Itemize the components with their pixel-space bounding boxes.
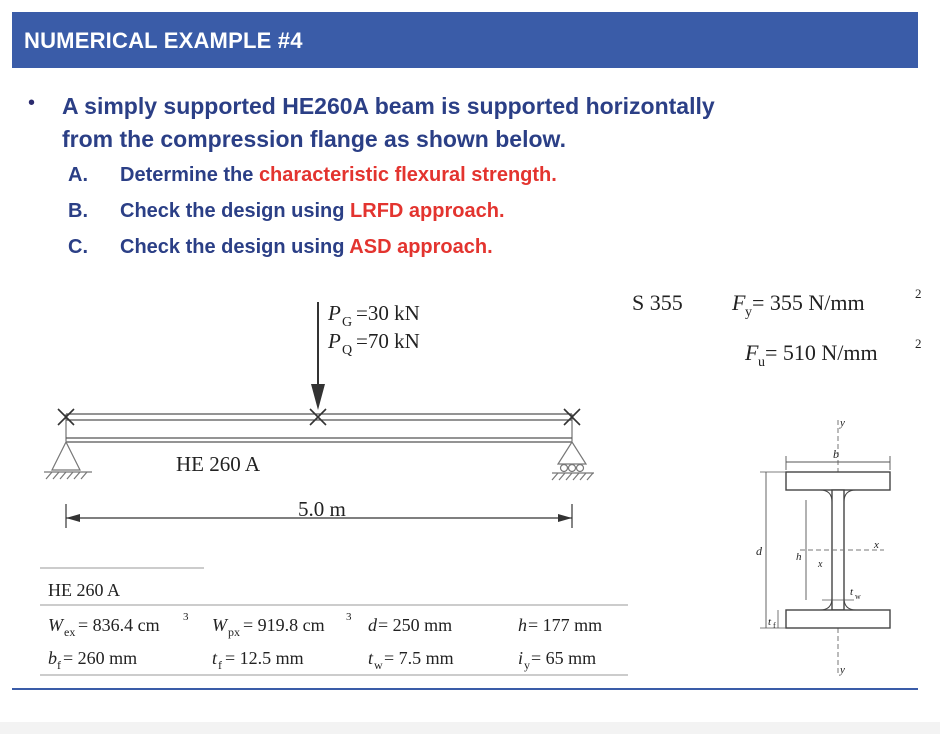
i-section-drawing: [756, 417, 890, 676]
tw-table-value: = 7.5 mm: [384, 648, 454, 668]
tf-table-symbol: t: [212, 648, 218, 668]
fu-symbol: F: [745, 340, 759, 365]
h-symbol: h: [518, 615, 527, 635]
b-label: b: [833, 447, 839, 461]
bottom-rule: [12, 688, 918, 690]
bullet-marker: •: [28, 92, 36, 114]
page-title: NUMERICAL EXAMPLE #4: [24, 28, 303, 53]
task-b-label: B.: [68, 200, 88, 222]
bf-value: = 260 mm: [63, 648, 138, 668]
d-value: = 250 mm: [378, 615, 453, 635]
pin-support-icon: [44, 442, 92, 479]
fu-subscript: u: [758, 355, 765, 370]
x-axis-label-inner: x: [818, 559, 823, 570]
fy-value: = 355 N/mm: [752, 290, 865, 315]
pg-value: =30 kN: [356, 301, 420, 325]
material-info: [632, 286, 922, 370]
span-length: 5.0 m: [298, 497, 346, 521]
properties-table: [40, 568, 628, 675]
pg-symbol: P: [328, 301, 341, 325]
task-b-plain: Check the design using: [120, 200, 351, 222]
d-symbol: d: [368, 615, 377, 635]
wpx-subscript: px: [228, 625, 240, 639]
wex-value: = 836.4 cm: [78, 615, 160, 635]
wex-subscript: ex: [64, 625, 76, 639]
tf-symbol: t: [768, 616, 772, 628]
task-a-highlight: characteristic flexural strength.: [258, 164, 557, 186]
lateral-restraint-mid-icon: [310, 409, 326, 425]
fy-exponent: 2: [915, 286, 922, 301]
task-a-label: A.: [68, 164, 88, 186]
h-label: h: [796, 551, 802, 563]
fu-value: = 510 N/mm: [765, 340, 878, 365]
pg-subscript: G: [342, 315, 353, 330]
problem-statement-line-2: from the compression flange as shown below.: [62, 126, 566, 152]
iy-symbol: i: [518, 648, 524, 668]
load-labels: [327, 301, 420, 358]
tw-symbol: t: [850, 586, 854, 598]
tw-table-symbol: t: [368, 648, 374, 668]
wex-symbol: W: [48, 615, 63, 635]
y-axis-label-bottom: y: [840, 664, 845, 676]
iy-subscript: y: [524, 658, 530, 672]
wpx-value: = 919.8 cm: [243, 615, 325, 635]
wex-exponent: 3: [183, 611, 189, 623]
h-value: = 177 mm: [528, 615, 603, 635]
tf-table-subscript: f: [218, 658, 222, 672]
tw-subscript: w: [855, 592, 861, 601]
bf-subscript: f: [57, 658, 61, 672]
problem-statement-line-1: A simply supported HE260A beam is supported horizontally: [62, 93, 715, 119]
task-c-highlight: ASD approach.: [349, 236, 493, 258]
tf-subscript: f: [773, 621, 776, 630]
pq-value: =70 kN: [356, 329, 420, 353]
wpx-symbol: W: [212, 615, 227, 635]
fu-exponent: 2: [915, 336, 922, 351]
y-axis-label-top: y: [840, 417, 845, 429]
fy-symbol: F: [732, 290, 746, 315]
d-label: d: [756, 544, 762, 558]
wpx-exponent: 3: [346, 611, 352, 623]
iy-value: = 65 mm: [531, 648, 597, 668]
task-b-highlight: LRFD approach.: [350, 200, 505, 222]
tf-table-value: = 12.5 mm: [225, 648, 304, 668]
load-arrow: [311, 302, 325, 410]
bf-symbol: b: [48, 648, 57, 668]
x-axis-label-outer: x: [874, 539, 879, 551]
bottom-shadow: [0, 722, 940, 734]
pq-symbol: P: [328, 329, 341, 353]
fy-subscript: y: [745, 305, 752, 320]
task-a-plain: Determine the: [120, 164, 259, 186]
task-c-plain: Check the design using: [120, 236, 350, 258]
tw-table-subscript: w: [374, 658, 383, 672]
properties-title: HE 260 A: [48, 580, 120, 600]
pq-subscript: Q: [342, 343, 353, 358]
task-c-label: C.: [68, 236, 88, 258]
steel-grade: S 355: [632, 290, 683, 315]
beam-section-label: HE 260 A: [176, 452, 260, 476]
roller-support-icon: [552, 442, 594, 480]
